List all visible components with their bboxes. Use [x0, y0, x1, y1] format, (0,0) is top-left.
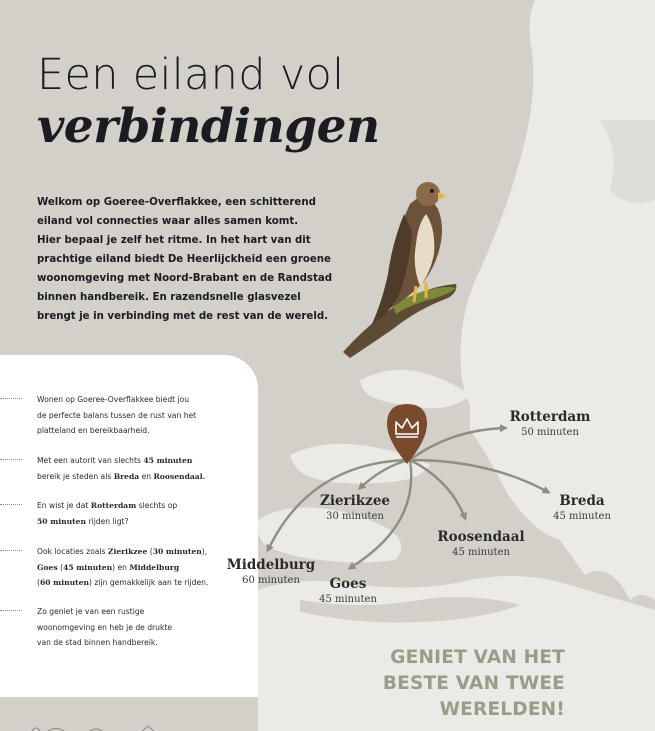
info-highlight: Roosendaal.: [153, 471, 206, 481]
info-highlight: Zierikzee: [107, 547, 148, 556]
city-name: Goes: [329, 576, 367, 592]
info-segment: woonomgeving en heb je de drukte: [37, 622, 173, 632]
info-segment: Met een autorit van slechts: [37, 456, 144, 465]
title-line-2: verbindingen: [37, 99, 380, 154]
city-rotterdam: [503, 409, 597, 438]
info-highlight: 50 minuten: [37, 516, 87, 526]
slogan-line: GENIET VAN HET: [390, 647, 565, 668]
info-segment: de perfecte balans tussen de rust van het: [37, 410, 197, 420]
intro-line: brengt je in verbinding met de rest van de wereld.: [37, 311, 328, 322]
info-segment: ),: [201, 547, 208, 556]
info-highlight: Rotterdam: [90, 501, 137, 510]
info-highlight: 30 minuten: [152, 547, 202, 556]
info-segment: (: [37, 578, 40, 587]
slogan: [383, 645, 565, 723]
intro-line: binnen handbereik. En razendsnelle glasvezel: [37, 292, 301, 303]
slogan-line: BESTE VAN TWEE: [382, 673, 565, 694]
info-segment: ) en: [112, 562, 130, 572]
intro-line: Welkom op Goeree-Overflakkee, een schitterend: [37, 197, 316, 208]
city-name: Zierikzee: [319, 493, 390, 509]
city-name: Rotterdam: [509, 409, 591, 425]
arrow-breda: [410, 460, 548, 492]
info-highlight: 45 minuten: [143, 456, 193, 465]
info-segment: rijden ligt?: [86, 516, 129, 526]
city-time: 30 minuten: [326, 511, 384, 522]
info-segment: Wonen op Goeree-Overflakkee biedt jou: [37, 395, 190, 404]
city-roosendaal: [432, 529, 530, 558]
city-name: Roosendaal: [437, 529, 525, 545]
info-segment: (: [57, 562, 64, 572]
city-time: 45 minuten: [452, 547, 510, 558]
info-segment: (: [147, 547, 153, 556]
info-segment: van de stad binnen handbereik.: [37, 638, 158, 647]
intro-line: prachtige eiland biedt De Heerlijckheid een groene: [37, 254, 331, 265]
city-time: 45 minuten: [319, 594, 377, 605]
city-goes: [312, 576, 384, 605]
info-highlight: 60 minuten: [39, 578, 90, 587]
info-highlight: Goes: [37, 562, 58, 572]
location-pin-icon: [385, 402, 429, 466]
slogan-line: WERELDEN!: [439, 699, 565, 720]
city-name: Breda: [559, 493, 605, 509]
intro-line: Hier bepaal je zelf het ritme. In het hart van dit: [37, 235, 311, 246]
info-segment: bereik je steden als: [37, 471, 114, 481]
bottom-decoration: [30, 723, 170, 731]
title-line-1: Een eiland vol: [37, 50, 345, 100]
city-name: Middelburg: [226, 557, 316, 573]
info-highlight: 45 minuten: [63, 562, 113, 572]
city-time: 50 minuten: [521, 427, 579, 438]
city-zierikzee: [312, 493, 398, 522]
city-time: 45 minuten: [553, 511, 611, 522]
arrow-roosendaal: [410, 460, 465, 518]
intro-line: woonomgeving met Noord-Brabant en de Randstad: [37, 273, 333, 284]
city-time: 60 minuten: [242, 575, 300, 586]
info-segment: platteland en bereikbaarheid.: [37, 426, 150, 435]
info-highlight: Breda: [113, 471, 140, 481]
info-highlight: Middelburg: [129, 562, 180, 572]
info-segment: slechts op: [136, 501, 178, 510]
info-segment: ) zijn gemakkelijk aan te rijden.: [89, 578, 209, 587]
city-middelburg: [226, 557, 316, 586]
city-breda: [540, 493, 624, 522]
info-segment: Ook locaties zoals: [37, 547, 108, 556]
info-segment: Zo geniet je van een rustige: [37, 607, 145, 616]
info-segment: En wist je dat: [37, 501, 91, 510]
intro-line: eiland vol connecties waar alles samen komt.: [37, 216, 299, 227]
info-segment: en: [139, 471, 154, 481]
